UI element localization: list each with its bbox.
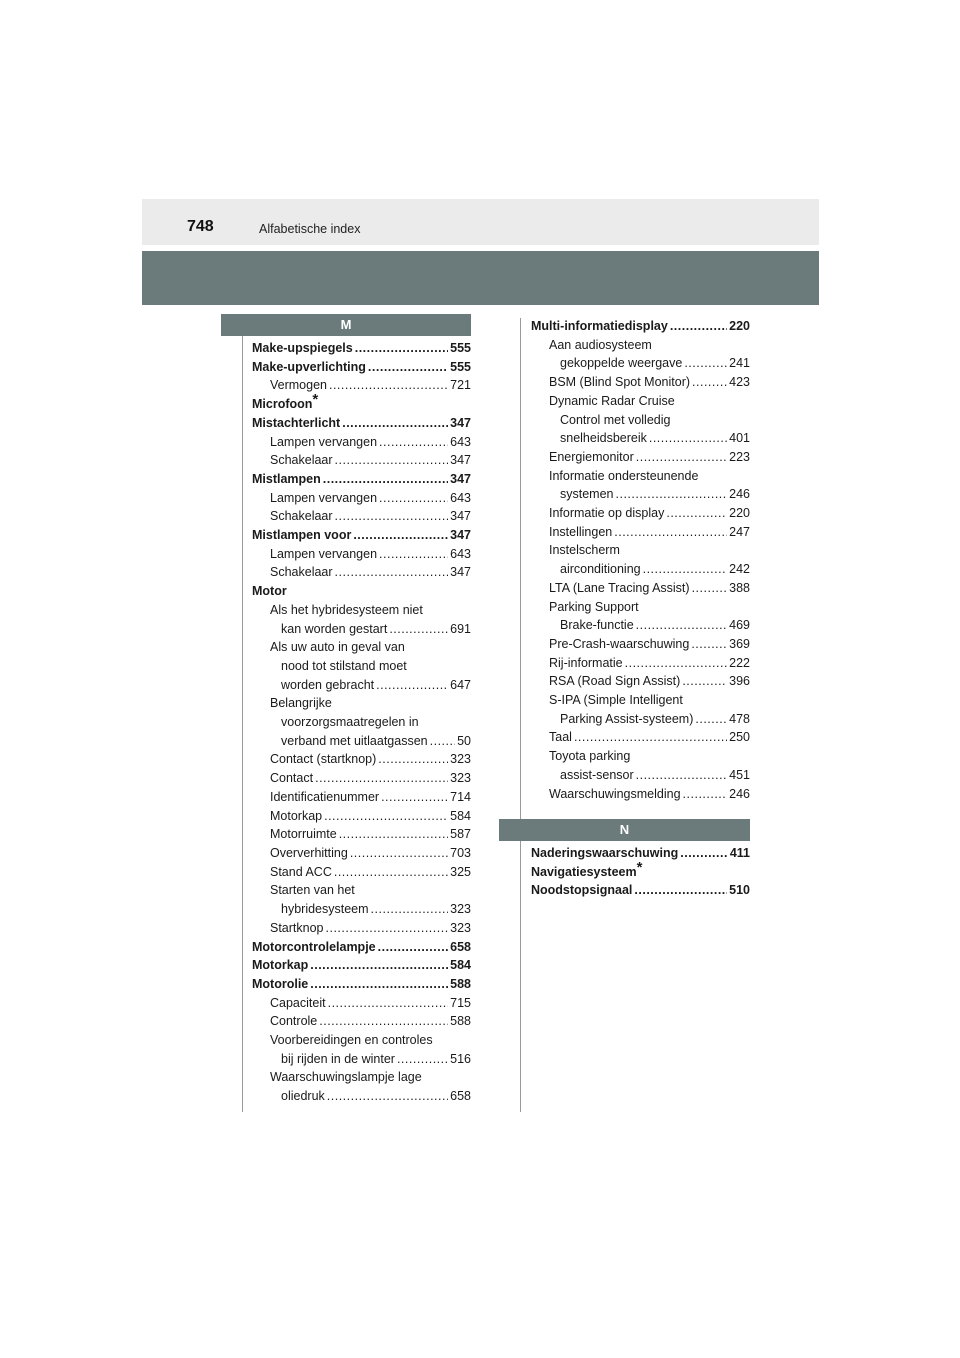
entry-label: Waarschuwingsmelding [549,786,681,801]
page-ref: 220 [729,319,750,333]
page-ref: 369 [729,636,750,651]
dot-leader [649,429,727,448]
index-entry [531,691,750,710]
dot-leader [397,1050,448,1069]
entry-label: Lampen vervangen [270,490,378,505]
page-ref: 323 [450,752,471,767]
entry-label: Naderingswaarschuwing [531,846,679,860]
page-ref: 588 [450,976,471,991]
index-entry [531,354,750,373]
entry-label: Schakelaar [270,565,333,580]
dot-leader [379,489,448,508]
entry-label: Identificatienummer [270,789,380,804]
index-entry [252,545,471,564]
index-entry [252,1068,471,1087]
dot-leader [310,975,448,994]
index-column-m-right [531,317,750,803]
index-entry [531,579,750,598]
index-entry [252,844,471,863]
page-ref: 584 [450,808,471,823]
index-entry [252,1087,471,1106]
index-entry [531,448,750,467]
entry-label: worden gebracht [281,677,375,692]
page-ref: 647 [450,677,471,692]
index-entry [252,1012,471,1031]
index-entry [252,881,471,900]
index-entry [252,601,471,620]
page-ref: 451 [729,767,750,782]
index-entry [531,635,750,654]
page-ref: 222 [729,655,750,670]
index-entry [252,750,471,769]
entry-label: Motorruimte [270,827,337,842]
entry-label: Brake-functie [560,618,634,633]
entry-label: Belangrijke [270,696,332,711]
index-entry [252,358,471,377]
entry-label: Mistlampen [252,471,321,486]
dot-leader [389,620,448,639]
index-entry [252,713,471,732]
page-ref: 643 [450,490,471,505]
entry-label: Waarschuwingslampje lage [270,1070,422,1085]
entry-label: Capaciteit [270,995,326,1010]
page-ref: 721 [450,378,471,393]
entry-label: Als het hybridesysteem niet [270,602,423,617]
index-entry [252,582,471,601]
entry-label: Schakelaar [270,509,333,524]
entry-label: bij rijden in de winter [281,1051,395,1066]
dot-leader [335,507,449,526]
page-ref: 703 [450,845,471,860]
dot-leader [315,769,448,788]
page-ref: 584 [450,958,471,973]
dot-leader [625,654,728,673]
index-entry [252,694,471,713]
index-entry [252,526,471,545]
entry-label: Pre-Crash-waarschuwing [549,636,690,651]
dot-leader [310,956,448,975]
index-entry [531,336,750,355]
index-entry [252,938,471,957]
page-ref: 588 [450,1014,471,1029]
index-entry [252,788,471,807]
dot-leader [378,750,448,769]
dot-leader [376,676,448,695]
page-ref: 401 [729,431,750,446]
entry-label: voorzorgsmaatregelen in [281,715,419,730]
index-entry [252,414,471,433]
dot-leader [328,994,449,1013]
entry-label: Parking Support [549,599,639,614]
page-ref: 323 [450,771,471,786]
dot-leader [379,545,448,564]
entry-label: Als uw auto in geval van [270,640,405,655]
dot-leader [616,485,728,504]
dot-leader [335,451,449,470]
index-entry [531,710,750,729]
entry-label: Motorolie [252,976,309,991]
entry-label: Energiemonitor [549,449,634,464]
index-entry [252,638,471,657]
index-entry [252,657,471,676]
entry-label: kan worden gestart [281,621,388,636]
page-ref: 715 [450,995,471,1010]
dot-leader [327,1087,448,1106]
index-entry [252,994,471,1013]
entry-label: Instelscherm [549,543,620,558]
dot-leader [355,339,448,358]
dot-leader [378,938,449,957]
index-entry [531,429,750,448]
dot-leader [324,807,448,826]
index-entry [531,766,750,785]
entry-label: Voorbereidingen en controles [270,1033,433,1048]
index-entry [531,373,750,392]
entry-label: Toyota parking [549,749,631,764]
dot-leader [614,523,727,542]
dot-leader [368,358,448,377]
dot-leader [329,376,448,395]
entry-label: Contact [270,771,314,786]
dot-leader [381,788,448,807]
page-ref: 658 [450,939,471,954]
index-entry [531,654,750,673]
index-entry [252,825,471,844]
page-ref: 223 [729,449,750,464]
entry-label: airconditioning [560,562,641,577]
dot-leader [691,635,727,654]
entry-label: Multi-informatiedisplay [531,319,668,333]
index-entry [252,900,471,919]
index-entry [252,620,471,639]
page-ref: 347 [450,471,471,486]
index-entry [252,470,471,489]
page-ref: 587 [450,827,471,842]
index-entry [252,451,471,470]
dot-leader [430,732,455,751]
page-ref: 411 [729,846,750,860]
entry-label: Instellingen [549,524,613,539]
entry-label: Motorcontrolelampje [252,939,376,954]
entry-label: Stand ACC [270,864,332,879]
index-entry [531,598,750,617]
entry-label: Lampen vervangen [270,434,378,449]
entry-label: Rij-informatie [549,655,623,670]
page-ref: 714 [450,789,471,804]
dot-leader [326,919,449,938]
dot-leader [670,317,727,336]
page-ref: 347 [450,509,471,524]
entry-label: Schakelaar [270,453,333,468]
entry-label: nood tot stilstand moet [281,658,407,673]
page-ref: 242 [729,562,750,577]
page-ref: 516 [450,1051,471,1066]
dot-leader [319,1012,448,1031]
index-entry [252,863,471,882]
page-ref: 643 [450,434,471,449]
page-ref: 241 [729,356,750,371]
entry-label: verband met uitlaatgassen [281,733,428,748]
section-letter-n: N [499,819,750,841]
page-ref: 250 [729,730,750,745]
chapter-band [142,251,819,305]
index-entry [252,489,471,508]
entry-label: RSA (Road Sign Assist) [549,674,681,689]
entry-label: LTA (Lane Tracing Assist) [549,580,690,595]
page-ref: 388 [729,580,750,595]
page-ref: 246 [729,786,750,801]
index-entry [531,485,750,504]
entry-label: Parking Assist-systeem) [560,711,694,726]
page-ref: 347 [450,415,471,430]
dot-leader [636,766,728,785]
index-entry [531,785,750,804]
page-ref: 469 [729,618,750,633]
entry-label: oliedruk [281,1089,325,1104]
dot-leader [350,844,448,863]
dot-leader [636,616,727,635]
entry-label: Navigatiesysteem* [531,858,643,879]
page-ref: 323 [450,920,471,935]
page-ref: 347 [450,528,471,543]
dot-leader [323,470,448,489]
dot-leader [692,373,727,392]
index-entry [252,507,471,526]
dot-leader [342,414,448,433]
entry-label: Aan audiosysteem [549,337,652,352]
entry-label: gekoppelde weergave [560,356,683,371]
column-rule-left [242,336,243,1112]
column-rule-right [520,318,521,1112]
page-ref: 478 [729,711,750,726]
index-entry [252,956,471,975]
index-entry [531,523,750,542]
dot-leader [335,563,449,582]
entry-label: Informatie op display [549,506,665,521]
index-entry [252,807,471,826]
entry-label: Motorkap [270,808,323,823]
page-ref: 510 [729,883,750,898]
dot-leader [371,900,449,919]
page-title: Alfabetische index [259,222,361,236]
entry-label: snelheidsbereik [560,431,647,446]
index-entry [252,1050,471,1069]
index-entry [252,339,471,358]
index-entry [252,732,471,751]
dot-leader [353,526,448,545]
dot-leader [634,881,727,900]
page-ref: 658 [450,1089,471,1104]
entry-label: Taal [549,730,572,745]
page-ref: 555 [450,341,471,355]
dot-leader [334,863,448,882]
index-entry [252,769,471,788]
index-entry [252,376,471,395]
entry-label: Controle [270,1014,318,1029]
index-entry [252,1031,471,1050]
index-entry [531,881,750,900]
index-entry [252,391,471,414]
page-number: 748 [187,218,214,235]
dot-leader [666,504,727,523]
entry-label: Make-upverlichting [252,359,366,374]
dot-leader [684,354,727,373]
index-entry [531,747,750,766]
index-entry [252,919,471,938]
index-entry [531,467,750,486]
index-entry [531,541,750,560]
entry-label: Control met volledig [560,412,671,427]
entry-label: Startknop [270,920,324,935]
index-column-m-left [252,339,471,1106]
index-entry [252,433,471,452]
dot-leader [339,825,448,844]
entry-label: Make-upspiegels [252,341,353,355]
dot-leader [636,448,727,467]
section-letter-m: M [221,314,471,336]
page-ref: 643 [450,546,471,561]
footnote-star: * [312,391,319,409]
entry-label: BSM (Blind Spot Monitor) [549,375,691,390]
dot-leader [680,844,728,863]
index-entry [531,728,750,747]
index-entry [531,317,750,336]
entry-label: Motorkap [252,958,309,973]
entry-label: systemen [560,487,614,502]
dot-leader [643,560,728,579]
index-entry [531,858,750,882]
page-ref: 50 [457,733,471,748]
page-ref: 325 [450,864,471,879]
page-ref: 220 [729,506,750,521]
dot-leader [574,728,727,747]
index-entry [252,975,471,994]
index-entry [531,392,750,411]
dot-leader [683,785,728,804]
entry-label: Noodstopsignaal [531,883,633,898]
entry-label: Mistachterlicht [252,415,341,430]
dot-leader [692,579,728,598]
header-bar [142,199,819,245]
index-entry [252,563,471,582]
index-entry [531,411,750,430]
entry-label: hybridesysteem [281,902,369,917]
page-ref: 691 [450,621,471,636]
page-ref: 247 [729,524,750,539]
entry-label: Lampen vervangen [270,546,378,561]
entry-label: Oververhitting [270,845,348,860]
entry-label: Dynamic Radar Cruise [549,393,675,408]
entry-label: Microfoon* [252,391,319,412]
page-ref: 347 [450,453,471,468]
entry-label: assist-sensor [560,767,634,782]
page-ref: 246 [729,487,750,502]
page-ref: 555 [450,359,471,374]
entry-label: Contact (startknop) [270,752,377,767]
page-ref: 347 [450,565,471,580]
entry-label: Informatie ondersteunende [549,468,699,483]
dot-leader [379,433,448,452]
entry-label: Vermogen [270,378,327,393]
index-entry [531,560,750,579]
page-ref: 396 [729,674,750,689]
index-column-n [531,844,750,900]
dot-leader [682,672,727,691]
entry-label: Mistlampen voor [252,528,352,543]
entry-label: S-IPA (Simple Intelligent [549,693,683,708]
entry-label: Motor [252,584,287,599]
index-entry [531,672,750,691]
index-entry [252,676,471,695]
index-entry [531,616,750,635]
index-entry [531,504,750,523]
page-ref: 323 [450,902,471,917]
entry-label: Starten van het [270,883,355,898]
footnote-star: * [636,858,643,876]
page-ref: 423 [729,375,750,390]
dot-leader [695,710,727,729]
